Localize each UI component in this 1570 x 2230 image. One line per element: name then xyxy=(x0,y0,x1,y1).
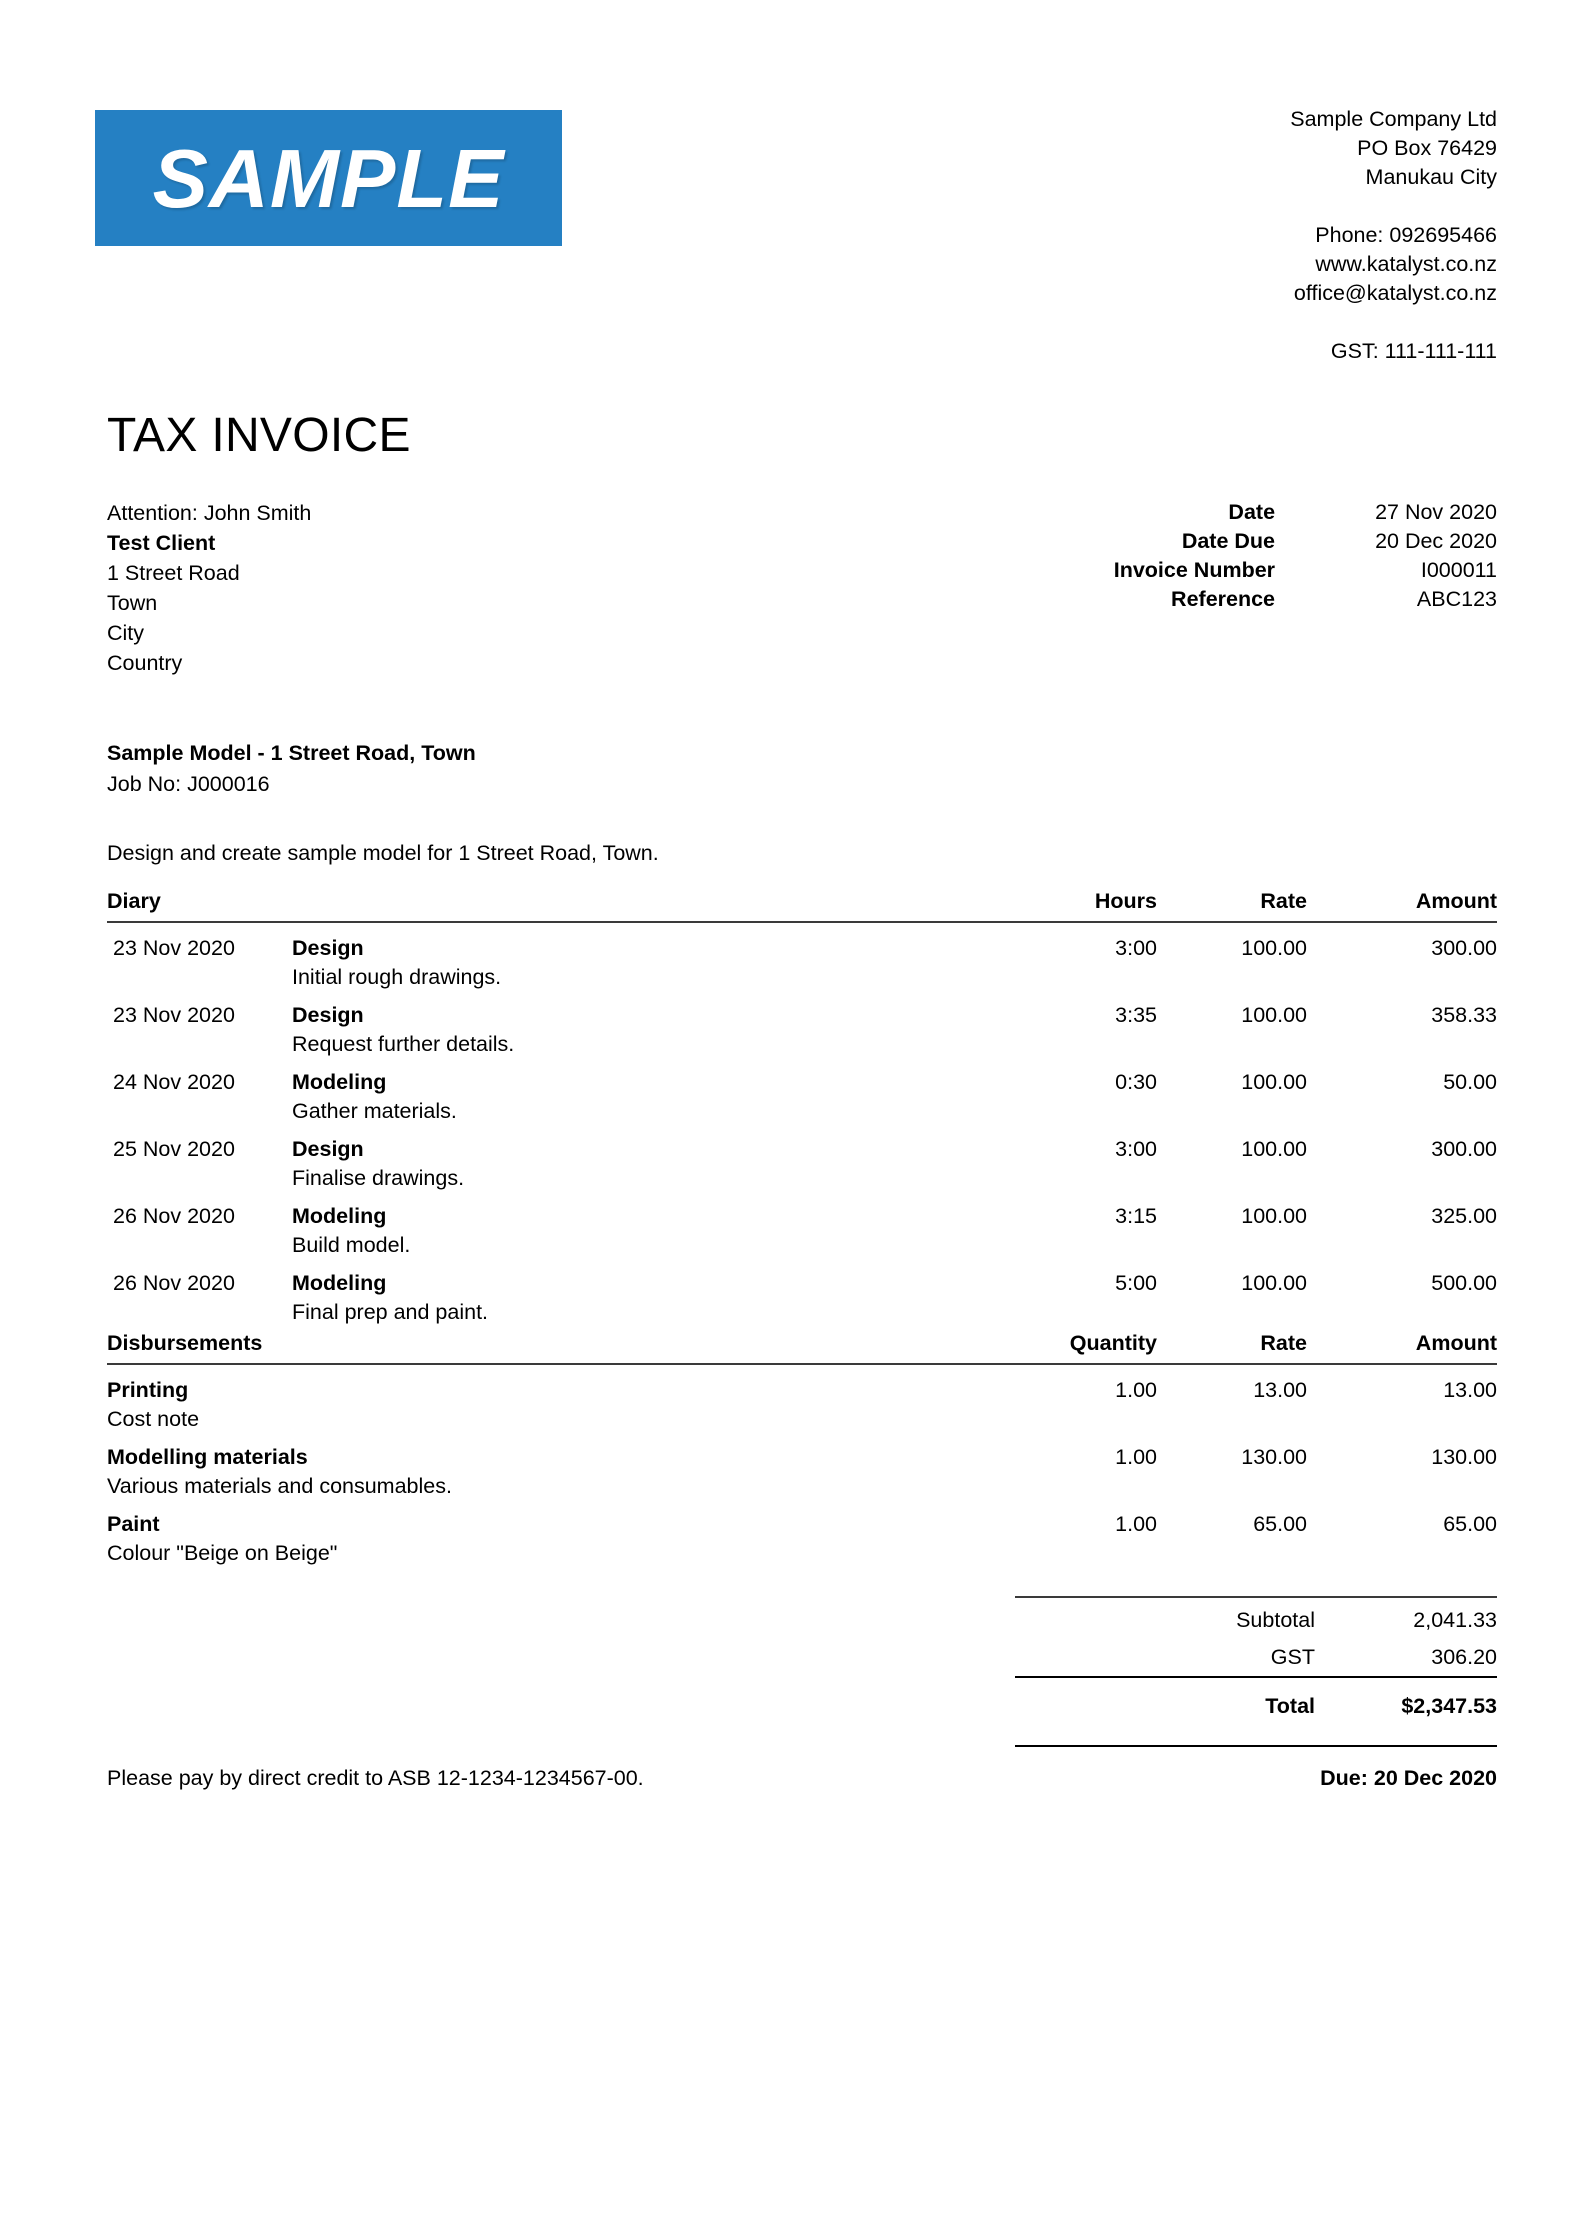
diary-note-pad-3 xyxy=(1307,1229,1497,1258)
diary-note-pad-3 xyxy=(1307,1296,1497,1325)
disbursement-note-pad-1 xyxy=(997,1403,1157,1432)
diary-note-row xyxy=(107,1229,1497,1258)
diary-row xyxy=(107,1057,1497,1095)
diary-row-date: 26 Nov 2020 xyxy=(113,1204,235,1228)
diary-row-amount: 300.00 xyxy=(1431,1137,1498,1161)
company-spacer-1 xyxy=(1290,192,1497,221)
meta-row-invoice-number xyxy=(1017,556,1497,585)
diary-row-amount: 50.00 xyxy=(1443,1070,1498,1094)
disbursement-row-quantity: 1.00 xyxy=(1115,1512,1157,1536)
disbursement-row-rate: 65.00 xyxy=(1253,1512,1307,1536)
diary-note-spacer xyxy=(107,1095,292,1124)
job-title: Sample Model - 1 Street Road, Town xyxy=(107,741,476,765)
diary-row-date: 26 Nov 2020 xyxy=(113,1271,235,1295)
diary-row xyxy=(107,1258,1497,1296)
disbursement-row xyxy=(107,1364,1497,1403)
meta-label-date-due: Date Due xyxy=(1181,529,1276,553)
disbursement-note-pad-2 xyxy=(1157,1537,1307,1566)
company-details xyxy=(1290,105,1497,366)
diary-row xyxy=(107,1191,1497,1229)
company-spacer-2 xyxy=(1290,308,1497,337)
disbursement-row xyxy=(107,1499,1497,1537)
disbursement-note-row xyxy=(107,1403,1497,1432)
diary-row-task: Design xyxy=(292,936,364,960)
total-value: $2,347.53 xyxy=(1357,1677,1497,1725)
diary-row-hours: 3:00 xyxy=(1115,936,1158,960)
diary-note-pad-3 xyxy=(1307,1028,1497,1057)
bill-to-client: Test Client xyxy=(107,531,216,555)
disbursement-note-pad-3 xyxy=(1307,1537,1497,1566)
disbursement-row-amount: 130.00 xyxy=(1431,1445,1497,1469)
diary-row-rate: 100.00 xyxy=(1241,1204,1308,1228)
diary-note-pad-2 xyxy=(1157,961,1307,990)
company-phone: Phone: 092695466 xyxy=(1315,223,1497,247)
gst-value: 306.20 xyxy=(1431,1645,1497,1669)
diary-note-pad-3 xyxy=(1307,1095,1497,1124)
diary-row-hours: 0:30 xyxy=(1115,1070,1158,1094)
disbursement-row-item: Printing xyxy=(107,1378,189,1402)
meta-row-date xyxy=(1017,498,1497,527)
diary-row-note: Finalise drawings. xyxy=(292,1166,465,1190)
diary-heading: Diary xyxy=(107,888,997,922)
diary-row-date: 24 Nov 2020 xyxy=(113,1070,235,1094)
diary-row xyxy=(107,922,1497,961)
diary-row-task: Design xyxy=(292,1003,364,1027)
diary-row-note: Gather materials. xyxy=(292,1099,457,1123)
meta-label-date: Date xyxy=(1228,500,1276,524)
disbursement-note-pad-2 xyxy=(1157,1403,1307,1432)
job-number: Job No: J000016 xyxy=(107,772,270,796)
diary-row xyxy=(107,1124,1497,1162)
meta-value-reference: ABC123 xyxy=(1416,587,1497,611)
disbursements-column-rate: Rate xyxy=(1157,1330,1307,1364)
invoice-sheet xyxy=(107,0,1498,1790)
diary-note-row xyxy=(107,1296,1497,1325)
disbursement-row-rate: 130.00 xyxy=(1241,1445,1307,1469)
diary-row-rate: 100.00 xyxy=(1241,1271,1308,1295)
diary-column-amount: Amount xyxy=(1307,888,1497,922)
diary-row-amount: 300.00 xyxy=(1431,936,1498,960)
bill-to-block xyxy=(107,498,311,678)
diary-column-rate: Rate xyxy=(1157,888,1307,922)
totals-row-gst xyxy=(1015,1639,1497,1677)
disbursements-heading: Disbursements xyxy=(107,1330,997,1364)
diary-row-hours: 3:15 xyxy=(1115,1204,1158,1228)
job-description: Design and create sample model for 1 Street Road, Town. xyxy=(107,841,659,865)
diary-header-row xyxy=(107,888,1497,922)
disbursement-row-rate: 13.00 xyxy=(1253,1378,1307,1402)
diary-note-row xyxy=(107,1162,1497,1191)
diary-note-spacer xyxy=(107,1162,292,1191)
meta-value-date-due: 20 Dec 2020 xyxy=(1375,529,1497,553)
diary-note-pad-2 xyxy=(1157,1162,1307,1191)
diary-note-pad-1 xyxy=(997,1296,1157,1325)
diary-note-pad-1 xyxy=(997,961,1157,990)
meta-label-invoice-number: Invoice Number xyxy=(1113,558,1276,582)
total-label: Total xyxy=(1015,1677,1357,1725)
diary-row-hours: 3:00 xyxy=(1115,1137,1158,1161)
company-name: Sample Company Ltd xyxy=(1290,107,1497,131)
bill-to-address-3: City xyxy=(107,621,145,645)
subtotal-value: 2,041.33 xyxy=(1357,1597,1497,1639)
diary-row-note: Request further details. xyxy=(292,1032,515,1056)
disbursement-row-item: Paint xyxy=(107,1512,160,1536)
disbursement-note-pad-3 xyxy=(1307,1470,1497,1499)
disbursements-column-amount: Amount xyxy=(1307,1330,1497,1364)
diary-row-task: Modeling xyxy=(292,1070,387,1094)
diary-note-pad-1 xyxy=(997,1028,1157,1057)
diary-row-date: 23 Nov 2020 xyxy=(113,1003,235,1027)
bill-to-address-4: Country xyxy=(107,651,183,675)
company-email: office@katalyst.co.nz xyxy=(1293,281,1497,305)
diary-note-pad-2 xyxy=(1157,1028,1307,1057)
company-gst-number: GST: 111-111-111 xyxy=(1330,339,1497,363)
diary-row-task: Modeling xyxy=(292,1204,387,1228)
meta-label-reference: Reference xyxy=(1171,587,1276,611)
disbursement-note-row xyxy=(107,1537,1497,1566)
diary-column-hours: Hours xyxy=(997,888,1157,922)
diary-row-hours: 5:00 xyxy=(1115,1271,1158,1295)
disbursements-table xyxy=(107,1330,1497,1566)
disbursement-note-pad-3 xyxy=(1307,1403,1497,1432)
diary-row-note: Initial rough drawings. xyxy=(292,965,502,989)
diary-row-amount: 358.33 xyxy=(1431,1003,1498,1027)
disbursements-column-quantity: Quantity xyxy=(997,1330,1157,1364)
gst-label: GST xyxy=(1270,1645,1315,1669)
disbursement-note-pad-2 xyxy=(1157,1470,1307,1499)
due-date-note: Due: 20 Dec 2020 xyxy=(1320,1766,1497,1790)
disbursement-row-note: Colour "Beige on Beige" xyxy=(107,1541,338,1565)
diary-note-pad-3 xyxy=(1307,961,1497,990)
disbursements-header-row xyxy=(107,1330,1497,1364)
diary-row-rate: 100.00 xyxy=(1241,1137,1308,1161)
disbursement-row-note: Cost note xyxy=(107,1407,200,1431)
company-po-box: PO Box 76429 xyxy=(1357,136,1497,160)
meta-row-reference xyxy=(1017,585,1497,614)
totals-row-total xyxy=(1015,1677,1497,1725)
page-title: TAX INVOICE xyxy=(107,409,411,462)
diary-row-task: Design xyxy=(292,1137,364,1161)
diary-row-hours: 3:35 xyxy=(1115,1003,1158,1027)
bill-to-attention: Attention: John Smith xyxy=(107,501,312,525)
meta-row-date-due xyxy=(1017,527,1497,556)
diary-row-task: Modeling xyxy=(292,1271,387,1295)
diary-row-rate: 100.00 xyxy=(1241,936,1308,960)
disbursement-note-row xyxy=(107,1470,1497,1499)
disbursement-row-item: Modelling materials xyxy=(107,1445,308,1469)
invoice-meta-table xyxy=(1017,498,1497,614)
totals-table xyxy=(1015,1596,1497,1725)
disbursement-row-note: Various materials and consumables. xyxy=(107,1474,452,1498)
diary-note-pad-2 xyxy=(1157,1296,1307,1325)
bill-to-address-1: 1 Street Road xyxy=(107,561,240,585)
company-website: www.katalyst.co.nz xyxy=(1315,252,1497,276)
diary-note-spacer xyxy=(107,1028,292,1057)
disbursement-row-quantity: 1.00 xyxy=(1115,1445,1157,1469)
diary-note-pad-1 xyxy=(997,1162,1157,1191)
payment-instructions: Please pay by direct credit to ASB 12-1234-1234567-00. xyxy=(107,1766,644,1790)
subtotal-label: Subtotal xyxy=(1015,1597,1357,1639)
diary-note-spacer xyxy=(107,1229,292,1258)
diary-note-row xyxy=(107,1028,1497,1057)
diary-row-rate: 100.00 xyxy=(1241,1070,1308,1094)
diary-note-pad-3 xyxy=(1307,1162,1497,1191)
diary-row-rate: 100.00 xyxy=(1241,1003,1308,1027)
totals-row-subtotal xyxy=(1015,1597,1497,1639)
diary-note-row xyxy=(107,1095,1497,1124)
diary-note-spacer xyxy=(107,1296,292,1325)
invoice-header xyxy=(107,0,1497,363)
disbursement-note-pad-1 xyxy=(997,1470,1157,1499)
diary-row-amount: 500.00 xyxy=(1431,1271,1498,1295)
meta-value-invoice-number: I000011 xyxy=(1420,558,1497,582)
diary-row-date: 25 Nov 2020 xyxy=(113,1137,235,1161)
disbursement-note-pad-1 xyxy=(997,1537,1157,1566)
disbursement-row-quantity: 1.00 xyxy=(1115,1378,1157,1402)
company-logo xyxy=(95,110,562,246)
diary-note-row xyxy=(107,961,1497,990)
company-city: Manukau City xyxy=(1365,165,1497,189)
meta-value-date: 27 Nov 2020 xyxy=(1375,500,1497,524)
diary-note-pad-2 xyxy=(1157,1229,1307,1258)
diary-row-date: 23 Nov 2020 xyxy=(113,936,235,960)
disbursement-row xyxy=(107,1432,1497,1470)
disbursement-row-amount: 13.00 xyxy=(1443,1378,1497,1402)
bill-to-address-2: Town xyxy=(107,591,158,615)
logo-text: SAMPLE xyxy=(152,131,505,225)
diary-note-pad-1 xyxy=(997,1229,1157,1258)
diary-row xyxy=(107,990,1497,1028)
diary-note-pad-1 xyxy=(997,1095,1157,1124)
diary-table xyxy=(107,888,1497,1325)
diary-row-note: Build model. xyxy=(292,1233,411,1257)
diary-row-amount: 325.00 xyxy=(1431,1204,1498,1228)
job-block xyxy=(107,738,476,800)
totals-bottom-rule xyxy=(1015,1745,1497,1747)
diary-row-note: Final prep and paint. xyxy=(292,1300,489,1324)
diary-note-spacer xyxy=(107,961,292,990)
diary-note-pad-2 xyxy=(1157,1095,1307,1124)
disbursement-row-amount: 65.00 xyxy=(1443,1512,1497,1536)
